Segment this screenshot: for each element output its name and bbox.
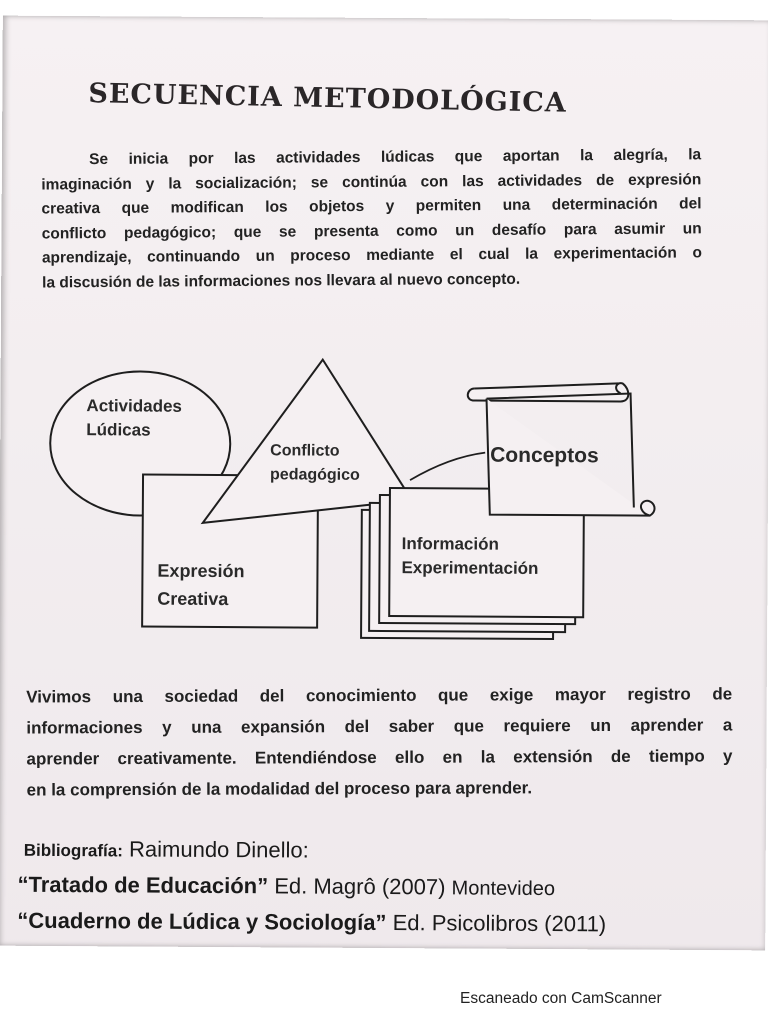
intro-line: aprendizaje, continuando un proceso mediante el cual la experimentación o [41,244,702,267]
bibliography-author: Raimundo Dinello: [128,836,309,863]
camscanner-watermark: Escaneado con CamScanner [460,990,662,1007]
bibliography-header [18,831,738,871]
body-line: aprender creativamente. Entendiéndose ello en la extensión de tiempo y [26,746,733,769]
intro-line: conflicto pedagógico; que se presenta como un desafío para asumir un [41,219,702,243]
body-line: informaciones y una expansión del saber que requiere un aprender a [26,715,733,738]
body-line: en la comprensión de la modalidad del proceso para aprender. [26,778,533,800]
bibliography [17,831,738,943]
informacion-label [401,532,538,581]
ref-title: “Cuaderno de Lúdica y Sociología” [17,907,387,936]
bibliography-ref [17,867,737,907]
ludicas-label [86,394,182,443]
conflicto-line: Conflicto [270,442,340,460]
conceptos-label: Conceptos [490,443,599,468]
connector-curve [410,452,485,480]
ref-city: Montevideo [451,877,556,901]
conflicto-line: pedagógico [269,466,360,484]
intro-paragraph [41,143,702,295]
ludicas-line: Actividades [86,396,182,416]
page-title: SECUENCIA METODOLÓGICA [88,78,568,119]
informacion-line: Experimentación [401,558,539,578]
ref-publisher: Ed. Psicolibros (2011) [392,910,607,937]
body-paragraph [26,678,733,805]
ludicas-line: Lúdicas [86,420,151,440]
intro-line: creativa que modifican los objetos y permiten una determinación del [41,195,702,218]
intro-line: Se inicia por las actividades lúdicas que aportan la alegría, la [89,146,702,169]
expresion-label [157,557,244,614]
conflicto-label [270,439,360,488]
bibliography-label: Bibliografía: [23,840,123,861]
intro-line: imaginación y la socialización; se continúa con las actividades de expresión [41,170,702,194]
ref-title: “Tratado de Educación” [17,871,269,899]
methodology-diagram [0,346,768,661]
ref-publisher: Ed. Magrô (2007) [274,873,446,900]
expresion-line: Creativa [157,588,229,610]
diagram-shapes [0,346,768,661]
scanned-page [0,16,768,951]
informacion-line: Información [401,534,499,554]
intro-line: la discusión de las informaciones nos llevara al nuevo concepto. [42,270,521,292]
expresion-line: Expresión [157,560,245,582]
bibliography-ref [17,903,737,943]
body-line: Vivimos una sociedad del conocimiento que exige mayor registro de [26,684,733,707]
